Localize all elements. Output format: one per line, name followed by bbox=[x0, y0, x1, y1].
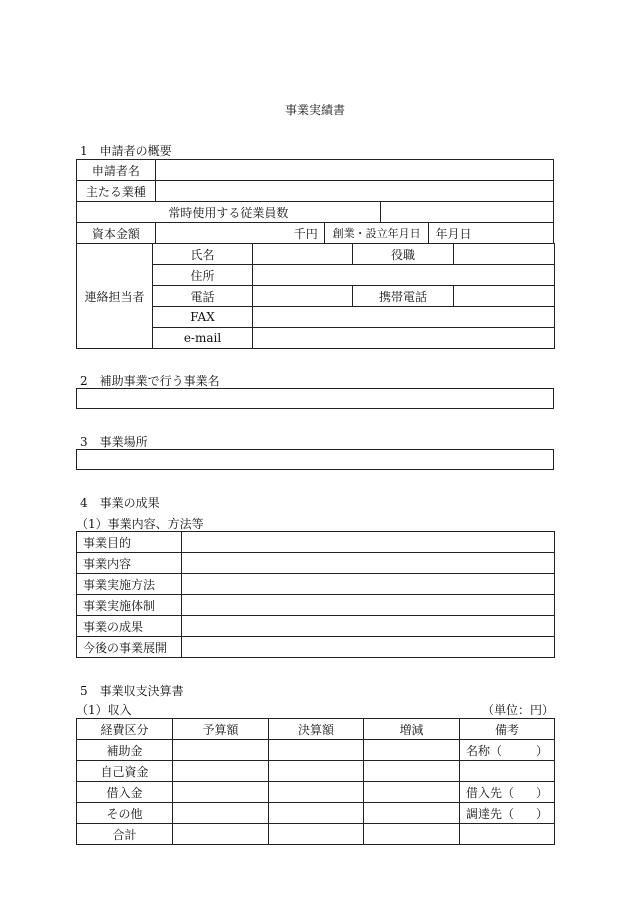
budget-cell[interactable] bbox=[173, 782, 269, 803]
applicant-overview-table bbox=[76, 159, 554, 244]
contact-label: 連絡担当者 bbox=[77, 244, 153, 349]
business-location-field[interactable] bbox=[76, 449, 554, 470]
row-label: 合計 bbox=[77, 824, 173, 845]
founded-label: 創業・設立年月日 bbox=[324, 223, 429, 244]
row-label: 補助金 bbox=[77, 740, 173, 761]
results-row-field[interactable] bbox=[182, 595, 555, 616]
remarks-suffix: ） bbox=[535, 806, 548, 821]
results-row-label: 事業目的 bbox=[77, 532, 182, 553]
founded-field[interactable] bbox=[429, 223, 554, 244]
email-field[interactable] bbox=[253, 328, 555, 349]
remarks-suffix: ） bbox=[535, 743, 548, 758]
results-row-label: 事業の成果 bbox=[77, 616, 182, 637]
contact-table bbox=[76, 243, 555, 349]
section2-heading: 2 補助事業で行う事業名 bbox=[80, 374, 220, 388]
section5-subheading: （1）収入 bbox=[76, 703, 132, 717]
capital-label: 資本金額 bbox=[77, 223, 156, 244]
results-row-label: 今後の事業展開 bbox=[77, 637, 182, 658]
row-label: 自己資金 bbox=[77, 761, 173, 782]
actual-cell[interactable] bbox=[269, 782, 364, 803]
applicant-name-field[interactable] bbox=[155, 160, 553, 181]
table-row bbox=[77, 740, 555, 761]
difference-cell[interactable] bbox=[364, 761, 460, 782]
employees-label: 常時使用する従業員数 bbox=[77, 202, 381, 223]
results-row-label: 事業実施方法 bbox=[77, 574, 182, 595]
fax-label: FAX bbox=[153, 307, 253, 328]
table-row bbox=[77, 824, 555, 845]
results-row-field[interactable] bbox=[182, 574, 555, 595]
actual-cell[interactable] bbox=[269, 803, 364, 824]
budget-cell[interactable] bbox=[173, 803, 269, 824]
unit-label: （単位：円） bbox=[481, 703, 554, 717]
budget-cell[interactable] bbox=[173, 740, 269, 761]
results-row-field[interactable] bbox=[182, 637, 555, 658]
header-budget: 予算額 bbox=[173, 719, 269, 740]
page-title: 事業実績書 bbox=[284, 103, 345, 117]
fax-field[interactable] bbox=[253, 307, 555, 328]
actual-cell[interactable] bbox=[269, 740, 364, 761]
results-row-label: 事業内容 bbox=[77, 553, 182, 574]
phone-field[interactable] bbox=[253, 286, 353, 307]
remarks-cell[interactable] bbox=[460, 782, 555, 803]
name-label: 氏名 bbox=[153, 244, 253, 265]
remarks-prefix: 調達先（ bbox=[466, 806, 515, 821]
mobile-label: 携帯電話 bbox=[353, 286, 454, 307]
actual-cell[interactable] bbox=[269, 824, 364, 845]
results-row-field[interactable] bbox=[182, 553, 555, 574]
remarks-prefix: 借入先（ bbox=[466, 785, 515, 800]
difference-cell[interactable] bbox=[364, 782, 460, 803]
header-difference: 増減 bbox=[364, 719, 460, 740]
name-field[interactable] bbox=[253, 244, 353, 265]
section3-heading: 3 事業場所 bbox=[80, 435, 148, 449]
mobile-field[interactable] bbox=[454, 286, 555, 307]
difference-cell[interactable] bbox=[364, 740, 460, 761]
phone-label: 電話 bbox=[153, 286, 253, 307]
remarks-cell[interactable] bbox=[460, 824, 555, 845]
address-label: 住所 bbox=[153, 265, 253, 286]
header-actual: 決算額 bbox=[269, 719, 364, 740]
position-field[interactable] bbox=[454, 244, 555, 265]
remarks-cell[interactable] bbox=[460, 761, 555, 782]
applicant-name-label: 申請者名 bbox=[77, 160, 156, 181]
table-row bbox=[77, 761, 555, 782]
header-category: 経費区分 bbox=[77, 719, 173, 740]
results-row-field[interactable] bbox=[182, 616, 555, 637]
results-row-field[interactable] bbox=[182, 532, 555, 553]
income-table bbox=[76, 718, 555, 845]
main-business-label: 主たる業種 bbox=[77, 181, 156, 202]
address-field[interactable] bbox=[253, 265, 555, 286]
actual-cell[interactable] bbox=[269, 761, 364, 782]
budget-cell[interactable] bbox=[173, 824, 269, 845]
capital-field[interactable] bbox=[155, 223, 324, 244]
table-row bbox=[77, 782, 555, 803]
difference-cell[interactable] bbox=[364, 824, 460, 845]
results-row-label: 事業実施体制 bbox=[77, 595, 182, 616]
remarks-suffix: ） bbox=[535, 785, 548, 800]
remarks-cell[interactable] bbox=[460, 803, 555, 824]
table-row bbox=[77, 803, 555, 824]
capital-unit: 千円 bbox=[293, 226, 318, 241]
budget-cell[interactable] bbox=[173, 761, 269, 782]
employees-field[interactable] bbox=[380, 202, 553, 223]
section4-subheading: （1）事業内容、方法等 bbox=[76, 517, 204, 531]
row-label: その他 bbox=[77, 803, 173, 824]
position-label: 役職 bbox=[353, 244, 454, 265]
business-results-table bbox=[76, 531, 555, 658]
remarks-prefix: 名称（ bbox=[466, 743, 503, 758]
section1-heading: 1 申請者の概要 bbox=[80, 144, 172, 158]
difference-cell[interactable] bbox=[364, 803, 460, 824]
header-remarks: 備考 bbox=[460, 719, 555, 740]
business-name-field[interactable] bbox=[76, 388, 554, 409]
main-business-field[interactable] bbox=[155, 181, 553, 202]
remarks-cell[interactable] bbox=[460, 740, 555, 761]
email-label: e-mail bbox=[153, 328, 253, 349]
section5-heading: 5 事業収支決算書 bbox=[80, 684, 184, 698]
row-label: 借入金 bbox=[77, 782, 173, 803]
founded-value: 年月日 bbox=[435, 226, 472, 241]
section4-heading: 4 事業の成果 bbox=[80, 496, 160, 510]
